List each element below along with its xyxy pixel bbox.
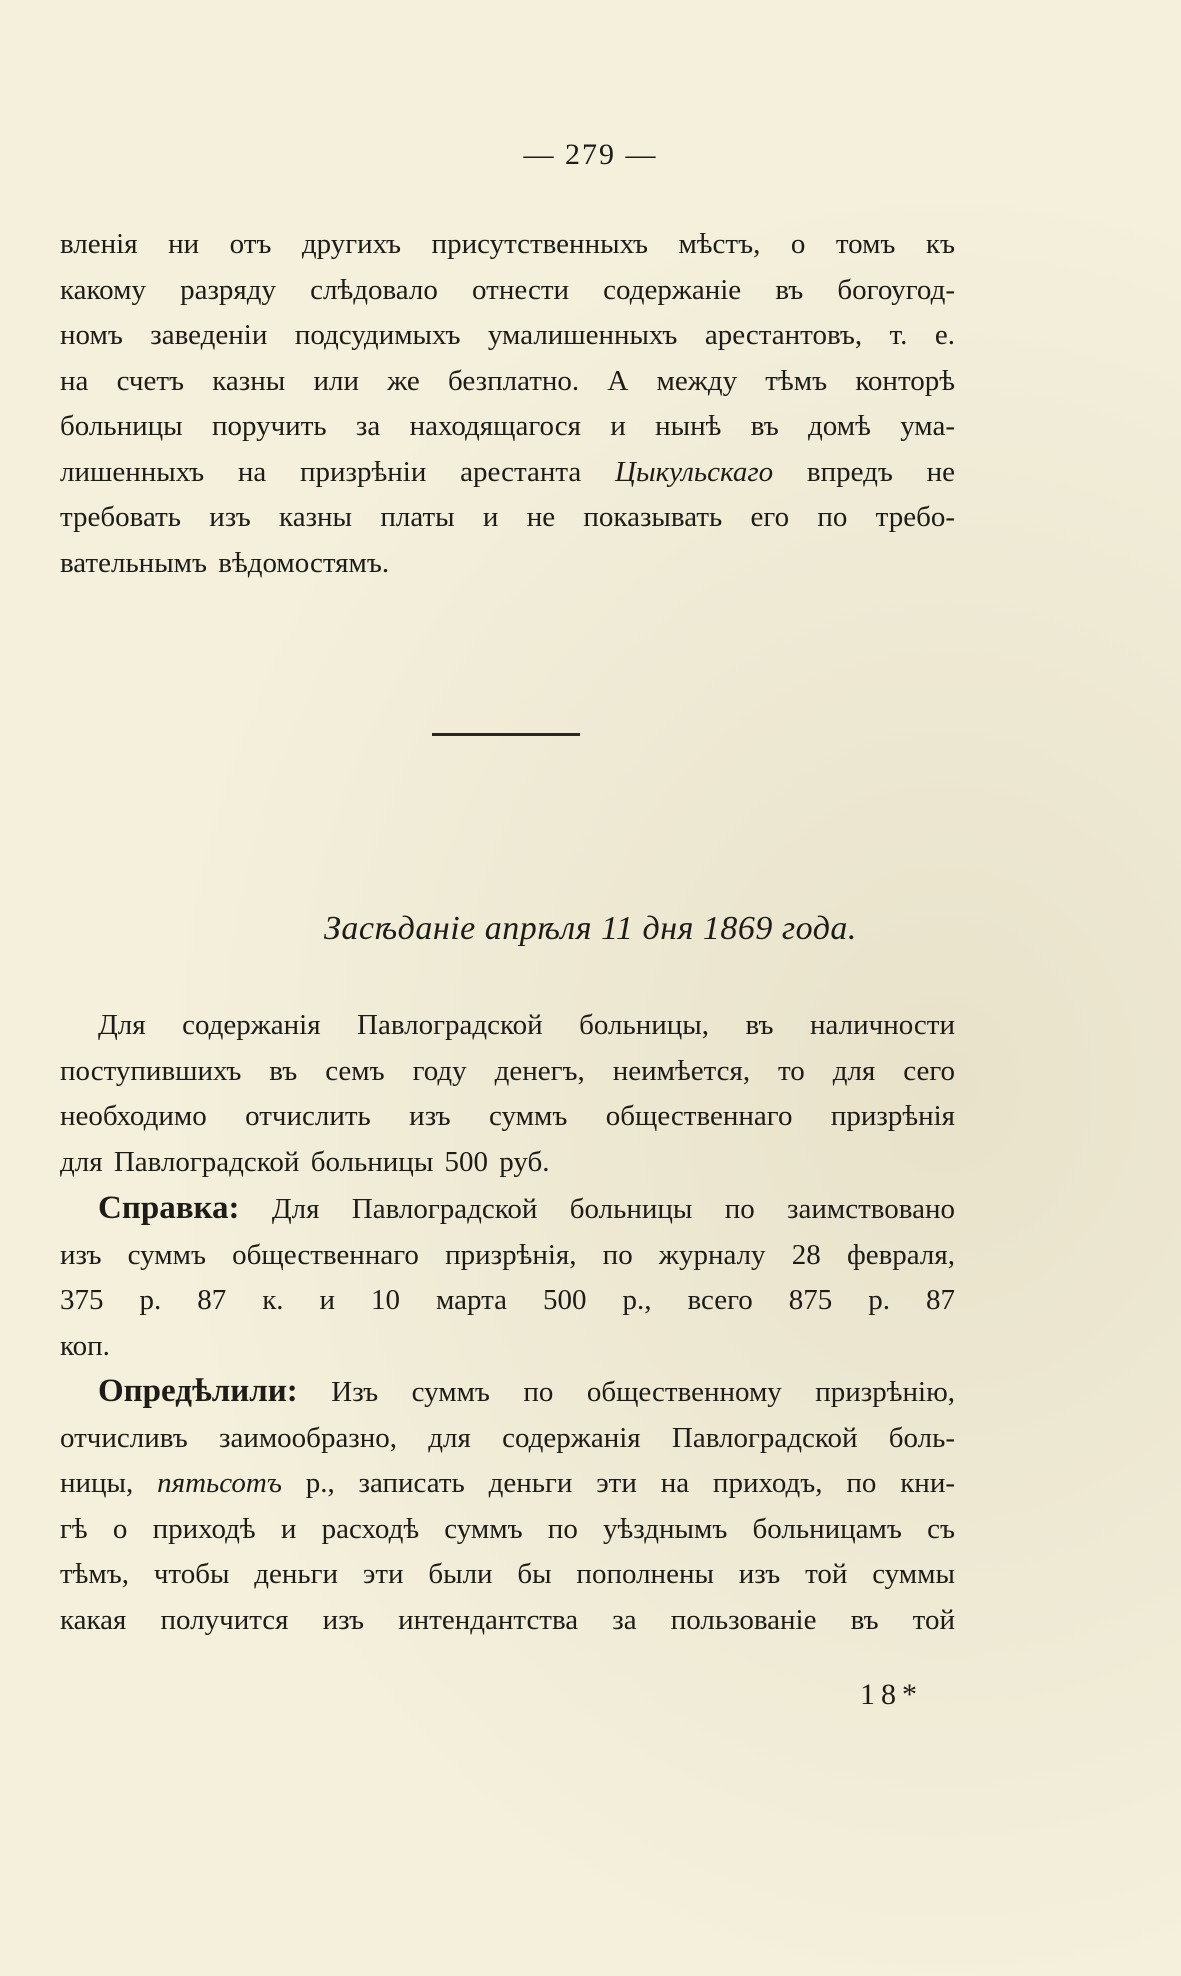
- text-segment: Для Павлоградской больницы по заимствовано: [239, 1193, 955, 1225]
- text-line: коп.: [60, 1329, 110, 1362]
- italic-name: Цыкульскаго: [615, 455, 774, 488]
- text-segment: ницы,: [60, 1467, 158, 1499]
- text-line: [60, 1369, 955, 1416]
- text-line: для Павлоградской больницы 500 руб.: [60, 1145, 550, 1178]
- text-line: 375 р. 87 к. и 10 марта 500 р., всего 875 р. 87: [60, 1284, 955, 1316]
- page-number: — 279 —: [523, 138, 658, 171]
- text-line: [60, 450, 955, 496]
- italic-amount: пятьсотъ: [157, 1467, 282, 1499]
- session-heading: Засѣданіе апрѣля 11 дня 1869 года.: [324, 910, 857, 947]
- text-line: поступившихъ въ семъ году денегъ, неимѣется, то для сего: [60, 1054, 955, 1087]
- text-line: необходимо отчислить изъ суммъ общественнаго призрѣнія: [60, 1100, 955, 1132]
- text-segment: Изъ суммъ по общественному призрѣнію,: [297, 1376, 955, 1408]
- text-line: [60, 1186, 955, 1233]
- text-line: какая получится изъ интендантства за пользованіе въ той: [60, 1603, 955, 1636]
- text-line: Для содержанія Павлоградской больницы, въ наличности: [98, 1009, 955, 1041]
- signature-mark: 18*: [860, 1678, 923, 1711]
- paragraph-request: [60, 1003, 955, 1185]
- text-line: вательнымъ вѣдомостямъ.: [60, 546, 390, 579]
- text-line: больницы поручить за находящагося и нынѣ въ домѣ ума-: [60, 410, 955, 442]
- text-line: номъ заведеніи подсудимыхъ умалишенныхъ арестантовъ, т. е.: [60, 319, 955, 351]
- section-divider: [432, 733, 580, 736]
- paragraph-spravka: [60, 1186, 955, 1369]
- text-line: на счетъ казны или же безплатно. А между тѣмъ конторѣ: [60, 364, 955, 397]
- paragraph-continuation: [60, 222, 955, 586]
- text-line: какому разряду слѣдовало отнести содержаніе въ богоугод-: [60, 273, 955, 306]
- text-line: [60, 1461, 955, 1507]
- text-segment: р., записать деньги эти на приходъ, по кни-: [281, 1467, 955, 1499]
- text-line: требовать изъ казны платы и не показывать его по требо-: [60, 501, 955, 533]
- text-segment: лишенныхъ на призрѣніи арестанта: [60, 455, 616, 488]
- spravka-label: Справка:: [98, 1190, 240, 1226]
- opredelili-label: Опредѣлили:: [98, 1373, 298, 1409]
- text-line: изъ суммъ общественнаго призрѣнія, по журналу 28 февраля,: [60, 1238, 955, 1271]
- text-line: вленія ни отъ другихъ присутственныхъ мѣстъ, о томъ къ: [60, 228, 955, 260]
- paragraph-opredelili: [60, 1369, 955, 1643]
- text-line: отчисливъ заимообразно, для содержанія Павлоградской боль-: [60, 1421, 955, 1454]
- text-segment: впредъ не: [773, 455, 955, 488]
- text-line: гѣ о приходѣ и расходѣ суммъ по уѣзднымъ больницамъ съ: [60, 1512, 955, 1545]
- text-line: тѣмъ, чтобы деньги эти были бы пополнены изъ той суммы: [60, 1558, 955, 1590]
